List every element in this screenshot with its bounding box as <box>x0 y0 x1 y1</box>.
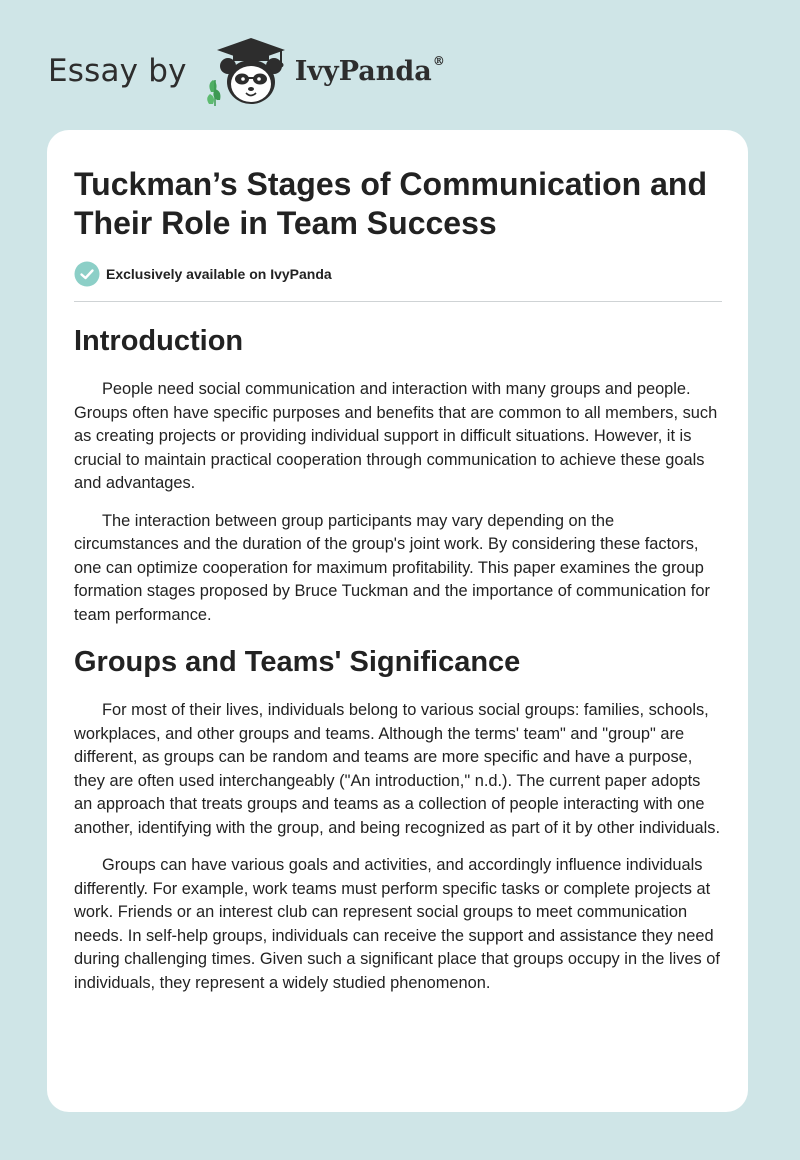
section-heading: Groups and Teams' Significance <box>74 646 521 678</box>
site-header <box>48 36 445 106</box>
brand-name[interactable] <box>294 53 445 87</box>
paragraph: For most of their lives, individuals belong to various social groups: families, schools, workplaces, and other groups and teams. Although the terms' team" and "group" are different, as groups can be random and teams are more specific and have a purpose, they are often used interchangeably ("An introduction," n.d.). The current paper adopts an approach that treats groups and teams as a collection of people interacting with one another, identifying with the group, and being recognized as part of it by other individuals. <box>74 701 721 837</box>
paragraph: Groups can have various goals and activities, and accordingly influence individuals differently. For example, work teams must perform specific tasks or complete projects at work. Friends or an interest club can represent social groups to meet communication needs. In self-help groups, individuals can receive the support and assistance they need during challenging times. Given such a significant place that groups occupy in the lives of individuals, they represent a widely studied phenomenon. <box>74 856 720 992</box>
section-groups-and-teams <box>74 645 722 995</box>
section-introduction <box>74 324 722 627</box>
paragraph: The interaction between group participants may vary depending on the circumstances and the duration of the group's joint work. By considering these factors, one can optimize cooperation for maximum profitability. This paper examines the group formation stages proposed by Bruce Tuckman and the importance of communication for team performance. <box>74 511 710 624</box>
exclusive-badge-text: Exclusively available on IvyPanda <box>106 266 332 282</box>
exclusive-badge <box>74 261 722 302</box>
check-circle-icon <box>74 261 100 287</box>
registered-mark: ® <box>432 53 445 68</box>
essay-card <box>47 130 748 1112</box>
paragraph: People need social communication and interaction with many groups and people. Groups often have specific purposes and benefits that are common to all members, such as creating projects or providing individual support in difficult situations. However, it is crucial to maintain practical cooperation through communication to achieve these goals and advantages. <box>74 380 718 492</box>
essay-title: Tuckman’s Stages of Communication and Their Role in Team Success <box>74 166 707 241</box>
essay-by-label: Essay by <box>48 53 187 89</box>
panda-graduate-logo-icon[interactable] <box>203 34 293 108</box>
brand-name-text: IvyPanda <box>294 55 432 87</box>
section-heading: Introduction <box>74 325 244 357</box>
